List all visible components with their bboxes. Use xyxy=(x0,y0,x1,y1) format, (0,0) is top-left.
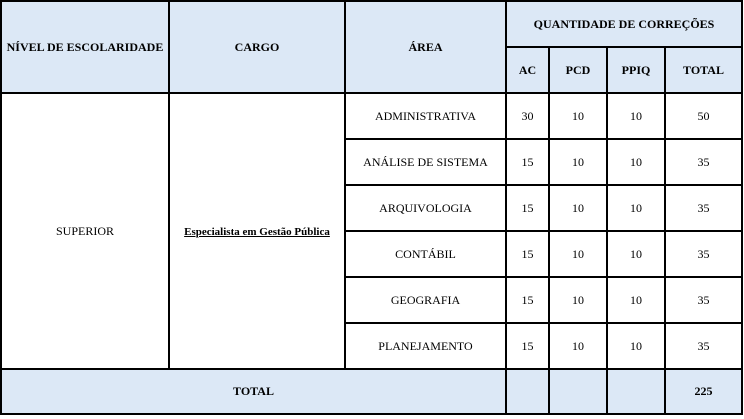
header-ppiq: PPIQ xyxy=(607,47,665,93)
area-cell: ARQUIVOLOGIA xyxy=(345,185,506,231)
header-area: ÁREA xyxy=(345,1,506,93)
header-ac: AC xyxy=(506,47,549,93)
header-nivel: NÍVEL DE ESCOLARIDADE xyxy=(1,1,169,93)
ppiq-cell: 10 xyxy=(607,231,665,277)
ac-cell: 30 xyxy=(506,93,549,139)
footer-total-label: TOTAL xyxy=(1,369,506,414)
total-cell: 35 xyxy=(665,139,742,185)
ppiq-cell: 10 xyxy=(607,277,665,323)
area-cell: ANÁLISE DE SISTEMA xyxy=(345,139,506,185)
total-cell: 35 xyxy=(665,277,742,323)
pcd-cell: 10 xyxy=(549,323,607,369)
table-row xyxy=(1,93,742,139)
area-cell: PLANEJAMENTO xyxy=(345,323,506,369)
total-cell: 35 xyxy=(665,231,742,277)
pcd-cell: 10 xyxy=(549,139,607,185)
footer-pcd-cell xyxy=(549,369,607,414)
footer-ppiq-cell xyxy=(607,369,665,414)
ac-cell: 15 xyxy=(506,139,549,185)
ppiq-cell: 10 xyxy=(607,93,665,139)
cargo-cell xyxy=(169,93,345,369)
ac-cell: 15 xyxy=(506,277,549,323)
header-cargo: CARGO xyxy=(169,1,345,93)
header-total: TOTAL xyxy=(665,47,742,93)
area-cell: CONTÁBIL xyxy=(345,231,506,277)
ac-cell: 15 xyxy=(506,323,549,369)
total-cell: 35 xyxy=(665,323,742,369)
pcd-cell: 10 xyxy=(549,185,607,231)
total-cell: 50 xyxy=(665,93,742,139)
header-quantidade: QUANTIDADE DE CORREÇÕES xyxy=(506,1,742,47)
cargo-text: Especialista em Gestão Pública xyxy=(184,225,330,238)
total-cell: 35 xyxy=(665,185,742,231)
ac-cell: 15 xyxy=(506,185,549,231)
pcd-cell: 10 xyxy=(549,277,607,323)
total-row xyxy=(1,369,742,414)
header-row-1 xyxy=(1,1,742,47)
ppiq-cell: 10 xyxy=(607,323,665,369)
area-cell: ADMINISTRATIVA xyxy=(345,93,506,139)
nivel-cell: SUPERIOR xyxy=(1,93,169,369)
footer-ac-cell xyxy=(506,369,549,414)
header-pcd: PCD xyxy=(549,47,607,93)
ppiq-cell: 10 xyxy=(607,139,665,185)
area-cell: GEOGRAFIA xyxy=(345,277,506,323)
footer-total-value: 225 xyxy=(665,369,742,414)
ppiq-cell: 10 xyxy=(607,185,665,231)
pcd-cell: 10 xyxy=(549,93,607,139)
ac-cell: 15 xyxy=(506,231,549,277)
pcd-cell: 10 xyxy=(549,231,607,277)
